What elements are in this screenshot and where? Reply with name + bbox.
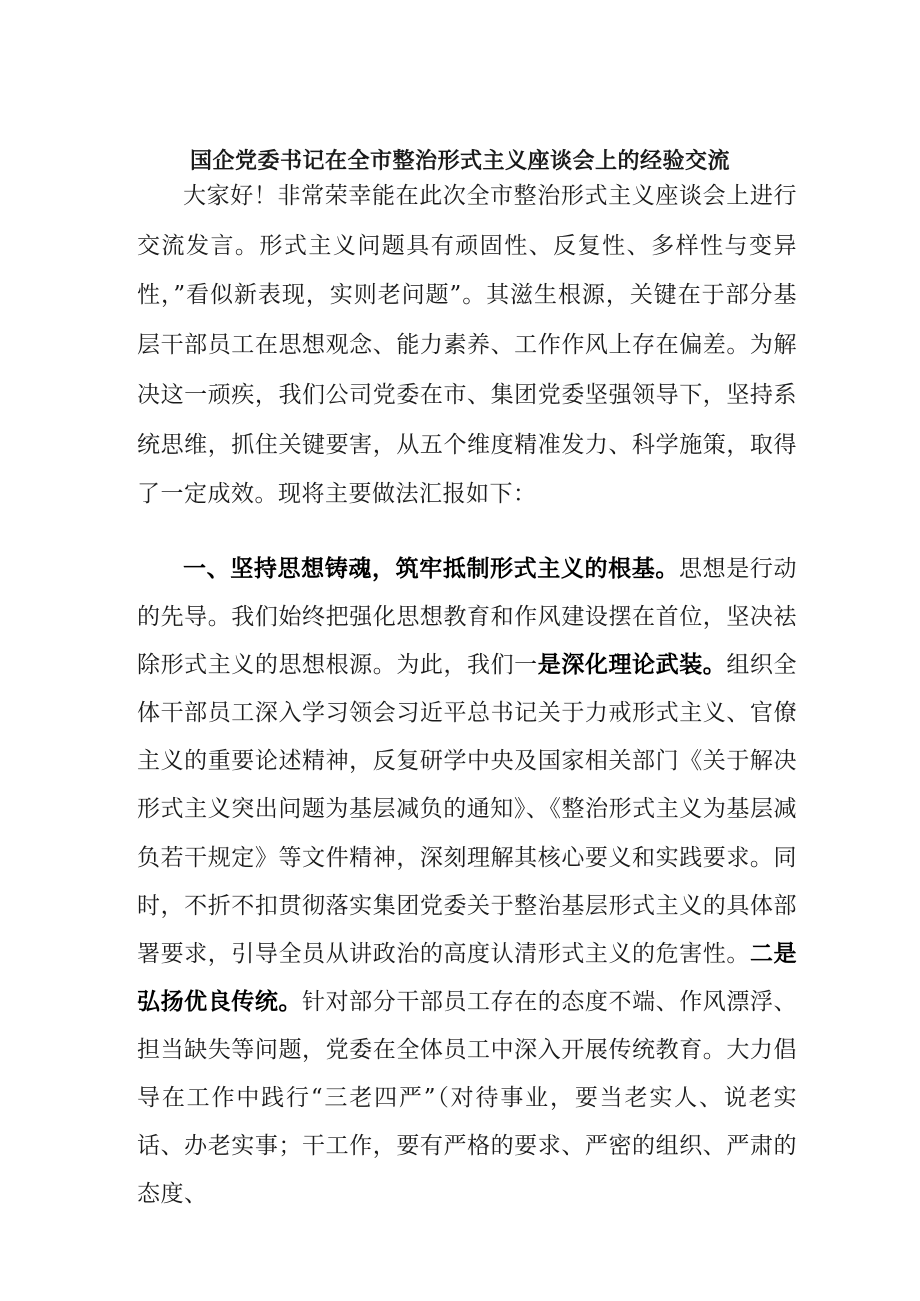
intro-paragraph: 大家好！非常荣幸能在此次全市整治形式主义座谈会上进行交流发言。形式主义问题具有顽固性、反复性、多样性与变异性，”看似新表现，实则老问题”。其滋生根源，关键在于部分基层干部员工在思想观念、能力素养、工作作风上存在偏差。为解决这一顽疾，我们公司党委在市、集团党委坚强领导下，坚持系统思维，抓住关键要害，从五个维度精准发力、科学施策，取得了一定成效。现将主要做法汇报如下： <box>137 183 797 508</box>
section-one-text-b: 组织全体干部员工深入学习领会习近平总书记关于力戒形式主义、官僚主义的重要论述精神，反复研学中央及国家相关部门《关于解决形式主义突出问题为基层减负的通知》、《整治形式主义为基层减负若干规定》等文件精神，深刻理解其核心要义和实践要求。同时，不折不扣贯彻落实集团党委关于整治基层形式主义的具体部署要求，引导全员从讲政治的高度认清形式主义的危害性。 <box>137 652 798 967</box>
section-one-point-one: 是深化理论武装。 <box>537 651 727 679</box>
document-title: 国企党委书记在全市整治形式主义座谈会上的经验交流 <box>189 148 730 174</box>
section-one-text-a: 思想是行动的先导。我们始终把强化思想教育和作风建设摆在首位，坚决祛除形式主义的思想根源。为此，我们一 <box>137 556 798 679</box>
section-one-text-c: 针对部分干部员工存在的态度不端、作风漂浮、担当缺失等问题，党委在全体员工中深入开展传统教育。大力倡导在工作中践行“三老四严”（对待事业，要当老实人、说老实话、办老实事；干工作，要有严格的要求、严密的组织、严肃的态度、 <box>137 988 798 1208</box>
section-one-point-two: 二是弘扬优良传统。 <box>137 939 798 1015</box>
section-one-paragraph <box>137 545 797 1218</box>
section-one-heading: 一、坚持思想铸魂，筑牢抵制形式主义的根基。 <box>183 555 680 582</box>
